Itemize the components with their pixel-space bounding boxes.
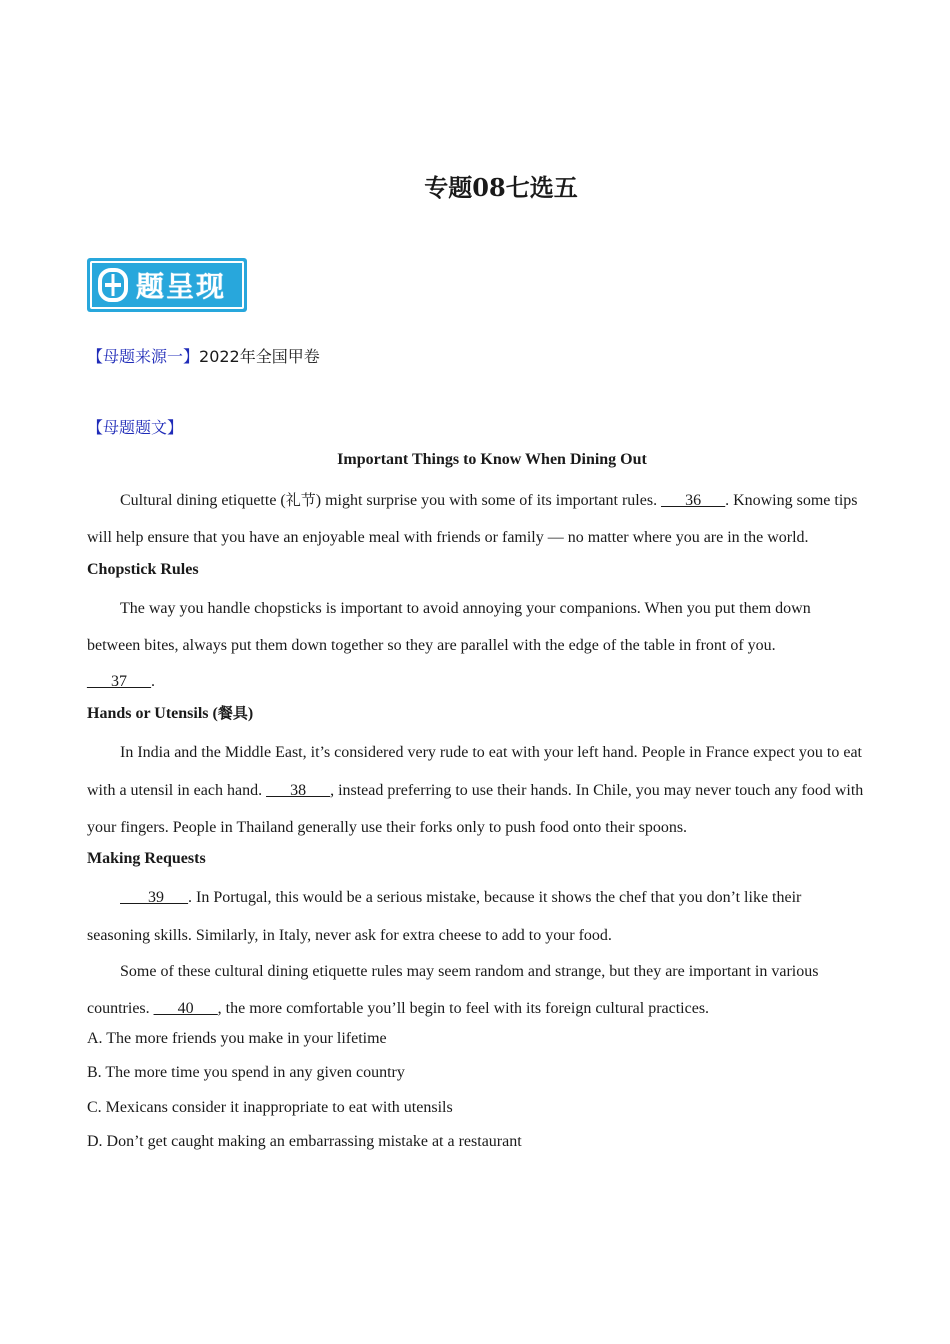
option-b: B. The more time you spend in any given country [87,1064,405,1082]
hands-heading-b: ) [247,705,254,723]
mother-question-icon [98,268,128,302]
option-d: D. Don’t get caught making an embarrassing mistake at a restaurant [87,1133,522,1151]
requests-paragraph [87,879,867,954]
option-a: A. The more friends you make in your lifetime [87,1029,387,1047]
passage [87,448,867,1166]
requests-heading: Making Requests [87,850,206,868]
options-list [87,1028,867,1154]
closing-text-a: Some of these cultural dining etiquette rules may seem random and strange, but they are important in various countries. [87,962,819,1018]
hands-text-a: In India and the Middle East, it’s considered very rude to eat with your left hand. People in France expect you to eat with a utensil in each hand. [87,744,862,799]
chopstick-heading: Chopstick Rules [87,560,199,578]
blank-37: ___37___ [87,673,151,691]
badge-label: 题呈现 [136,270,227,303]
source-line [87,344,320,367]
blank-37-period: . [151,673,155,691]
intro-text-b: ) might surprise you with some of its important rules. [315,492,662,509]
blank-38: ___38___ [266,781,331,799]
hands-heading-a: Hands or Utensils ( [87,705,218,723]
blank-39: ___39___ [120,889,188,907]
hands-paragraph [87,734,867,846]
chopstick-paragraph [87,590,867,665]
badge-frame [90,261,244,309]
intro-text-c: . Knowing some tips will help ensure that you have an enjoyable meal with friends or family — no matter where you are in the world. [87,492,858,547]
article-title: Important Things to Know When Dining Out [337,451,647,468]
intro-paragraph [87,482,867,557]
hands-text-b: , instead preferring to use their hands. In Chile, you may never touch any food with your fingers. People in Thailand generally use their forks only to push food onto their spoons. [87,781,864,837]
page-title: 专题08七选五 [424,173,578,202]
requests-text: . In Portugal, this would be a serious mistake, because it shows the chef that you don’t like their seasoning skills. Similarly, in Italy, never ask for extra cheese to add to your food. [87,889,802,944]
hands-heading [87,702,867,725]
hands-heading-chinese: 餐具 [217,704,248,723]
blank-40: ___40___ [153,1000,218,1018]
section-badge [87,258,247,312]
blank-37-line [87,663,867,700]
intro-chinese-gloss: 礼节 [285,491,316,509]
option-c: C. Mexicans consider it inappropriate to eat with utensils [87,1098,453,1116]
intro-text-a: Cultural dining etiquette ( [120,492,286,509]
source-label: 【母题来源一】 [87,347,200,366]
blank-36: ___36___ [661,492,726,509]
text-label: 【母题题文】 [87,418,184,437]
source-value: 2022年全国甲卷 [199,347,320,366]
closing-paragraph [87,953,867,1028]
chopstick-text: The way you handle chopsticks is important to avoid annoying your companions. When you put them down between bites, always put them down together so they are parallel with the edge of the table in front of you. [87,599,811,654]
closing-text-b: , the more comfortable you’ll begin to feel with its foreign cultural practices. [217,1000,710,1018]
